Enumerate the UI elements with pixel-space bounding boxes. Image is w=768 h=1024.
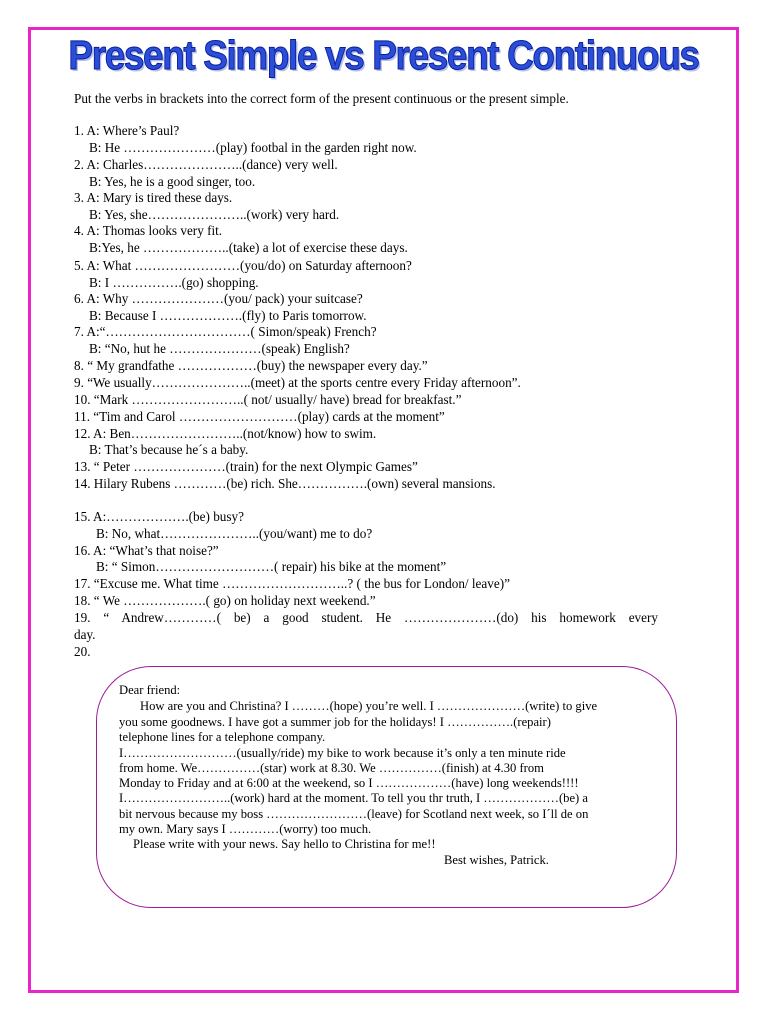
- letter-line: I……………………..(work) hard at the moment. To tell you thr truth, I ………………(be) a: [119, 791, 588, 805]
- exercise-line: day.: [74, 627, 96, 642]
- exercise-line: 2. A: Charles…………………..(dance) very well.: [74, 157, 338, 172]
- exercise-line: 10. “Mark ……………………..( not/ usually/ have) bread for breakfast.”: [74, 392, 462, 407]
- letter-line: my own. Mary says I …………(worry) too much.: [119, 822, 372, 836]
- exercise-line: 6. A: Why …………………(you/ pack) your suitcase?: [74, 291, 363, 306]
- exercise-line: B: He …………………(play) footbal in the garden right now.: [89, 140, 417, 155]
- letter-line: Please write with your news. Say hello to Christina for me!!: [133, 837, 436, 851]
- exercise-line: 18. “ We ……………….( go) on holiday next weekend.”: [74, 593, 376, 608]
- exercise-line: 4. A: Thomas looks very fit.: [74, 223, 223, 238]
- exercise-line: 12. A: Ben……………………..(not/know) how to swim.: [74, 426, 377, 441]
- exercise-line: B: “ Simon………………………( repair) his bike at the moment”: [96, 559, 447, 574]
- exercise-line: 8. “ My grandfathe ………………(buy) the newspaper every day.”: [74, 358, 428, 373]
- letter-line: Dear friend:: [119, 683, 181, 697]
- exercise-line: 14. Hilary Rubens …………(be) rich. She…………….(own) several mansions.: [74, 476, 496, 491]
- instructions: Put the verbs in brackets into the correct form of the present continuous or the present simple.: [74, 91, 569, 106]
- exercise-line: B: That’s because he´s a baby.: [89, 442, 249, 457]
- exercise-line: 9. “We usually…………………..(meet) at the sports centre every Friday afternoon”.: [74, 375, 521, 390]
- exercise-line: B: Yes, he is a good singer, too.: [89, 174, 256, 189]
- exercise-line: 1. A: Where’s Paul?: [74, 123, 180, 138]
- exercise-line: 16. A: “What’s that noise?”: [74, 543, 219, 558]
- letter-line: from home. We……………(star) work at 8.30. We ……………(finish) at 4.30 from: [119, 761, 544, 775]
- exercise-line: 19. “ Andrew…………( be) a good student. He …………………(do) his homework every: [74, 610, 658, 625]
- letter-line: How are you and Christina? I ………(hope) you’re well. I …………………(write) to give: [140, 699, 598, 713]
- exercise-line: 17. “Excuse me. What time ………………………..? ( the bus for London/ leave)”: [74, 576, 510, 591]
- exercise-line: B:Yes, he ………………..(take) a lot of exercise these days.: [89, 240, 408, 255]
- exercise-line: 11. “Tim and Carol ………………………(play) cards at the moment”: [74, 409, 445, 424]
- letter-signoff: Best wishes, Patrick.: [444, 853, 549, 867]
- exercise-line: 7. A:“……………………………( Simon/speak) French?: [74, 324, 377, 339]
- letter-line: I………………………(usually/ride) my bike to work because it’s only a ten minute ride: [119, 746, 566, 760]
- exercise-line: B: No, what…………………..(you/want) me to do?: [96, 526, 373, 541]
- worksheet-title: Present Simple vs Present Continuous: [68, 32, 699, 78]
- exercise-line: 20.: [74, 644, 91, 659]
- exercise-line: B: Yes, she…………………..(work) very hard.: [89, 207, 340, 222]
- exercise-line: B: “No, hut he …………………(speak) English?: [89, 341, 350, 356]
- exercise-line: 15. A:……………….(be) busy?: [74, 509, 244, 524]
- exercise-line: 3. A: Mary is tired these days.: [74, 190, 233, 205]
- exercise-line: B: Because I ……………….(fly) to Paris tomorrow.: [89, 308, 367, 323]
- exercise-line: 13. “ Peter …………………(train) for the next Olympic Games”: [74, 459, 418, 474]
- exercise-line: B: I …………….(go) shopping.: [89, 275, 259, 290]
- letter-line: Monday to Friday and at 6:00 at the weekend, so I ………………(have) long weekends!!!!: [119, 776, 579, 790]
- letter-line: bit nervous because my boss ……………………(leave) for Scotland next week, so I´ll de on: [119, 807, 589, 821]
- letter-line: you some goodnews. I have got a summer job for the holidays! I …………….(repair): [119, 715, 551, 729]
- letter-line: telephone lines for a telephone company.: [119, 730, 326, 744]
- exercise-line: 5. A: What ……………………(you/do) on Saturday afternoon?: [74, 258, 412, 273]
